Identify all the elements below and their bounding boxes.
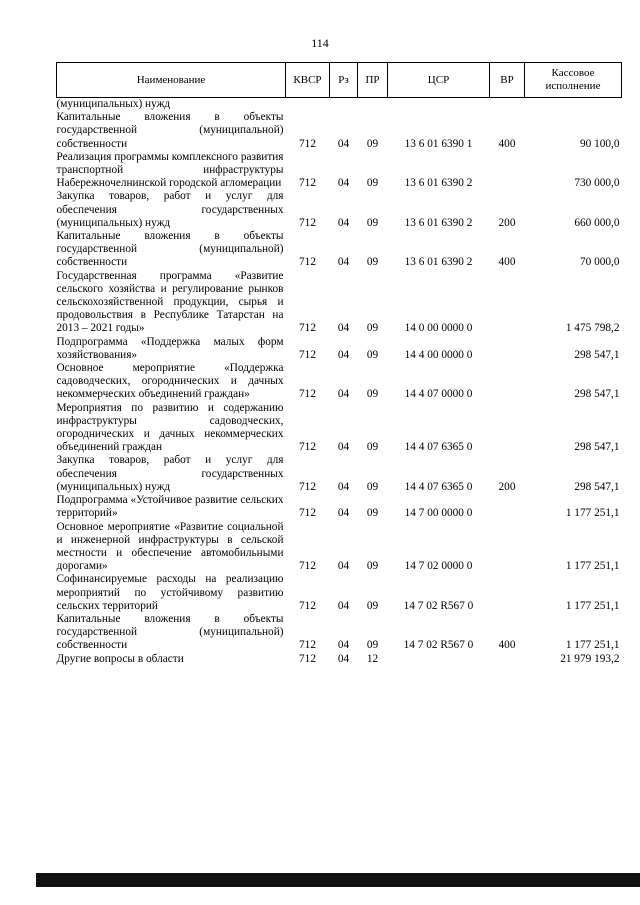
cell-csr: 14 4 07 6365 0 [404,441,473,454]
cell-sum: 1 177 251,1 [565,560,620,573]
cell-pr: 09 [366,388,379,401]
cell-csr: 14 7 02 0000 0 [404,560,473,573]
cell-vr: 400 [498,256,516,269]
cell-csr: 13 6 01 6390 1 [404,137,473,150]
cell-kvsr [286,98,330,112]
cell-name: Закупка товаров, работ и услуг для обеспечения государственных (муниципальных) нужд [56,190,284,229]
table-body [57,98,622,666]
cell-name: Основное мероприятие «Поддержка садоводческих, огороднических и дачных некоммерческих объединений граждан» [56,362,284,401]
cell-pr: 09 [366,480,379,493]
cell-rz: 04 [337,177,350,190]
cell-rz: 04 [337,256,350,269]
cell-sum: 1 177 251,1 [565,507,620,520]
cell-vr [490,573,525,613]
cell-name: Реализация программы комплексного развития транспортной инфраструктуры Набережночелнинской городской агломерации [56,150,284,190]
cell-kvsr: 712 [299,507,316,520]
cell-rz [330,98,358,112]
cell-vr [490,494,525,520]
cell-sum: 660 000,0 [574,216,620,229]
table-row [57,270,622,336]
table-row [57,151,622,191]
cell-vr [490,98,525,112]
table-row [57,494,622,520]
cell-kvsr: 712 [299,652,316,665]
cell-name: Государственная программа «Развитие сельского хозяйства и регулирование рынков сельскохозяйственной продукции, сырья и продовольствия в Республике Татарстан на 2013 – 2021 годы» [56,269,284,335]
cell-csr: 13 6 01 6390 2 [404,216,473,229]
cell-rz: 04 [337,388,350,401]
cell-rz: 04 [337,560,350,573]
cell-sum: 298 547,1 [574,388,620,401]
cell-vr: 400 [498,137,516,150]
cell-name: Софинансируемые расходы на реализацию мероприятий по устойчивому развитию сельских территорий [56,573,284,612]
table-row [57,402,622,455]
cell-name: Капитальные вложения в объекты государственной (муниципальной) собственности [56,612,284,652]
cell-sum: 730 000,0 [574,177,620,190]
cell-csr [388,98,490,112]
cell-pr: 12 [366,652,379,665]
header-pr: ПР [358,63,388,98]
cell-sum: 1 177 251,1 [565,599,620,612]
cell-pr: 09 [366,256,379,269]
cell-sum: 298 547,1 [574,480,620,493]
header-kvsr: КВСР [286,63,330,98]
cell-rz: 04 [337,639,350,652]
cell-csr: 14 0 00 0000 0 [404,322,473,335]
table-header-row [57,63,622,98]
table-row [57,230,622,270]
cell-name: Капитальные вложения в объекты государственной (муниципальной) собственности [56,230,284,269]
header-vr: ВР [490,63,525,98]
table-row [57,454,622,494]
cell-rz: 04 [337,652,350,665]
cell-vr: 200 [498,216,516,229]
cell-rz: 04 [337,480,350,493]
cell-csr: 14 4 07 0000 0 [404,388,473,401]
cell-csr: 14 7 02 R567 0 [403,599,474,612]
table-row [57,573,622,613]
cell-sum: 21 979 193,2 [560,652,620,665]
cell-pr: 09 [366,348,379,361]
table-row [57,521,622,574]
cell-pr: 09 [366,216,379,229]
cell-csr: 14 7 00 0000 0 [404,507,473,520]
cell-sum: 70 000,0 [579,256,620,269]
page-number: 114 [311,36,329,50]
cell-rz: 04 [337,216,350,229]
cell-name: Другие вопросы в области [56,652,184,665]
cell-kvsr: 712 [299,256,316,269]
cell-kvsr: 712 [299,560,316,573]
cell-kvsr: 712 [299,216,316,229]
cell-sum: 90 100,0 [579,137,620,150]
cell-pr: 09 [366,177,379,190]
cell-vr [490,402,525,455]
cell-name: Закупка товаров, работ и услуг для обеспечения государственных (муниципальных) нужд [56,454,284,493]
table-row [57,190,622,230]
cell-rz: 04 [337,507,350,520]
cell-csr: 13 6 01 6390 2 [404,177,473,190]
cell-vr [490,336,525,362]
table-row [57,98,622,112]
cell-vr [490,521,525,574]
cell-rz: 04 [337,137,350,150]
cell-name: Подпрограмма «Поддержка малых форм хозяйствования» [56,335,284,361]
cell-rz: 04 [337,441,350,454]
cell-sum: 1 177 251,1 [565,639,620,652]
table-row [57,653,622,666]
cell-sum [525,98,622,112]
scan-edge-bar [36,873,640,887]
cell-name: Мероприятия по развитию и содержанию инфраструктуры садоводческих, огороднических и дачных некоммерческих объединений граждан [56,401,284,454]
cell-csr [388,653,490,666]
table-row [57,362,622,402]
cell-sum: 298 547,1 [574,348,620,361]
header-rz: Рз [330,63,358,98]
cell-kvsr: 712 [299,441,316,454]
cell-pr: 09 [366,599,379,612]
cell-sum: 1 475 798,2 [565,322,620,335]
cell-pr [358,98,388,112]
cell-pr: 09 [366,507,379,520]
table-row [57,111,622,151]
cell-csr: 13 6 01 6390 2 [404,256,473,269]
table-row [57,613,622,653]
cell-pr: 09 [366,441,379,454]
cell-vr: 200 [498,480,516,493]
table-row [57,336,622,362]
cell-name: Капитальные вложения в объекты государственной (муниципальной) собственности [56,111,284,150]
cell-rz: 04 [337,322,350,335]
cell-csr: 14 4 00 0000 0 [404,348,473,361]
cell-vr [490,362,525,402]
cell-pr: 09 [366,560,379,573]
cell-sum: 298 547,1 [574,441,620,454]
cell-kvsr: 712 [299,388,316,401]
cell-name: (муниципальных) нужд [56,98,171,110]
cell-rz: 04 [337,348,350,361]
cell-vr [490,653,525,666]
cell-name: Подпрограмма «Устойчивое развитие сельских территорий» [56,494,284,520]
cell-pr: 09 [366,137,379,150]
cell-kvsr: 712 [299,348,316,361]
cell-csr: 14 7 02 R567 0 [403,639,474,652]
cell-rz: 04 [337,599,350,612]
cell-vr [490,151,525,191]
cell-vr [490,270,525,336]
cell-vr: 400 [498,639,516,652]
cell-csr: 14 4 07 6365 0 [404,480,473,493]
cell-pr: 09 [366,639,379,652]
header-sum: Кассовое исполнение [525,63,622,98]
cell-kvsr: 712 [299,639,316,652]
cell-kvsr: 712 [299,137,316,150]
cell-kvsr: 712 [299,322,316,335]
cell-kvsr: 712 [299,177,316,190]
header-name: Наименование [57,63,286,98]
header-csr: ЦСР [388,63,490,98]
budget-execution-table [56,62,622,666]
cell-kvsr: 712 [299,599,316,612]
cell-name: Основное мероприятие «Развитие социальной и инженерной инфраструктуры в сельской местности и обеспечение автомобильными дорогами» [56,520,284,573]
cell-pr: 09 [366,322,379,335]
cell-kvsr: 712 [299,480,316,493]
